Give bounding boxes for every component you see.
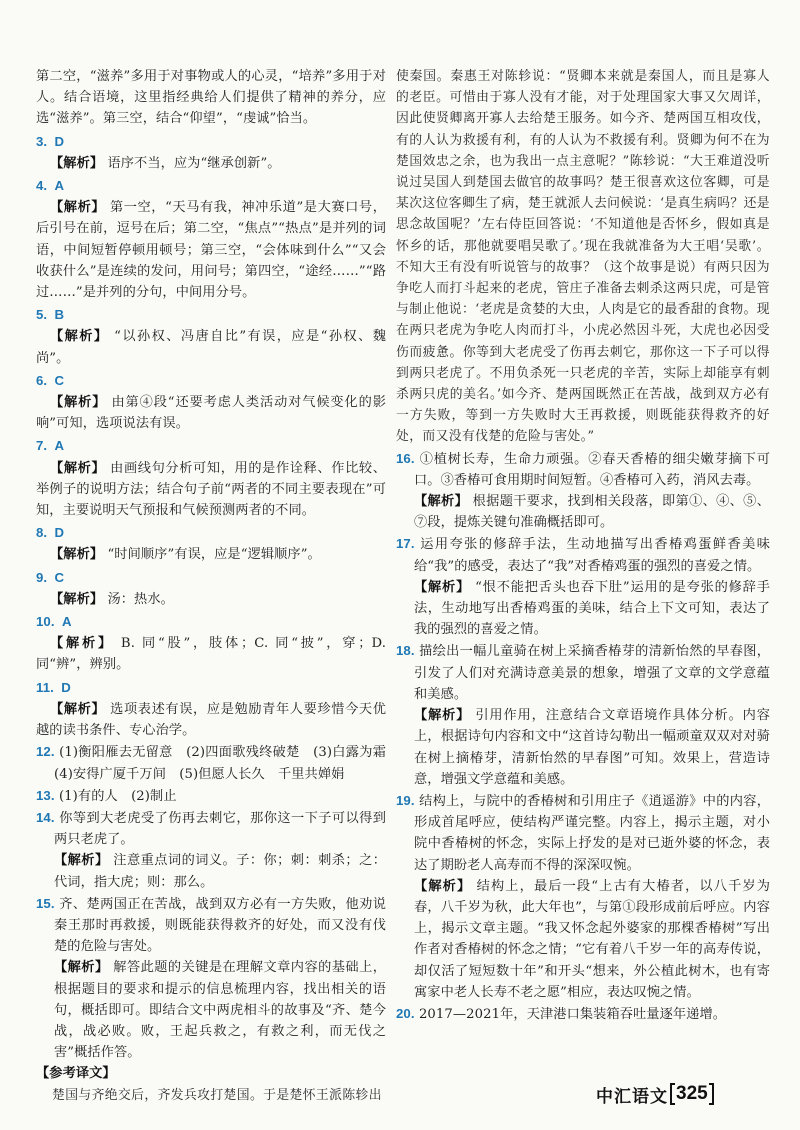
footer-brand: 中汇语文 — [596, 1086, 668, 1106]
question-number: 3. — [36, 133, 48, 149]
analysis-label: 【解析】 — [50, 701, 106, 717]
analysis-paragraph — [36, 544, 386, 565]
analysis-text: B. 同“股”，肢体；C. 同“披”，穿；D. 同“辨”，辨别。 — [36, 636, 386, 673]
answer-item — [36, 567, 386, 589]
answer-text: 运用夸张的修辞手法，生动地描写出香椿鸡蛋鲜香美味给“我”的感受，表达了“我”对香椿鸡蛋的强烈的喜爱之情。 — [414, 537, 770, 574]
analysis-label: 【解析】 — [50, 460, 106, 476]
question-number: 12. — [36, 744, 55, 760]
analysis-label: 【解析】 — [414, 579, 471, 595]
answer-item — [36, 807, 386, 850]
translation-continued: 使秦国。秦惠王对陈轸说：“贤卿本来就是秦国人，而且是寡人的老臣。可惜由于寡人没有才能，对于处理国家大事又欠周详，因此使贤卿离开寡人去给楚王服务。如今齐、楚两国互相攻伐，有的人认为救援有利，有的人认为不救援有利。贤卿为何不在为楚国效忠之余，也为我出一点主意呢？”陈轸说：“大王难道没听说过吴国人到楚国去做官的故事吗？楚王很喜欢这位客卿，可是某次这位客卿生了病，楚王就派人去问候说：‘是真生病吗？还是思念故国呢？’左右侍臣回答说：‘不知道他是否怀乡，假如真是怀乡的话，那他就要唱吴歌了。’现在我就准备为大王唱‘吴歌’。不知大王有没有听说管与的故事？（这个故事是说）有两只因为争吃人而打斗起来的老虎，管庄子准备去刺杀这两只虎，可是管与制止他说：‘老虎是贪婪的大虫，人肉是它的最香甜的食物。现在两只老虎为争吃人肉而打斗，小虎必然因斗死，大虎也必因受伤而疲惫。你等到大老虎受了伤再去刺它，那你这一下子可以得到两只老虎了。不用负杀死一只老虎的辛苦，实际上却能享有刺杀两只虎的美名。’如今齐、楚两国既然正在苦战，战到双方必有一方失败，等到一方失败时大王再救援，则既能获得救齐的好处，而又没有伐楚的危险与害处。” — [396, 69, 770, 445]
analysis-paragraph — [36, 957, 386, 1063]
question-number: 5. — [36, 307, 48, 323]
question-number: 14. — [36, 809, 55, 825]
answer-text: A — [54, 178, 65, 194]
answer-text: 描绘出一幅儿童骑在树上采摘香椿芽的清新怡然的早春图，引发了人们对充满诗意美景的想象，增强了文章的文学意蕴和美感。 — [414, 644, 770, 702]
question-number: 7. — [36, 438, 48, 454]
answer-text: 齐、楚两国正在苦战，战到双方必有一方失败，他劝说秦王那时再救援，则既能获得救齐的好处，而又没有伐楚的危险与害处。 — [54, 896, 386, 955]
answer-item — [36, 304, 386, 326]
right-column — [396, 66, 770, 1025]
answer-item — [36, 131, 386, 153]
answer-text: 2017—2021年，天津港口集装箱吞吐量逐年递增。 — [418, 1006, 727, 1022]
answer-item — [36, 677, 386, 699]
answer-item — [36, 175, 386, 197]
answer-item — [36, 893, 386, 958]
analysis-paragraph — [396, 876, 770, 1003]
analysis-paragraph — [396, 491, 770, 533]
analysis-text: 注意重点词的词义。子：你；刺：刺杀；之：代词，指大虎；则：那么。 — [54, 853, 387, 890]
analysis-text: “以孙权、冯唐自比”有误，应是“孙权、魏尚”。 — [36, 329, 386, 366]
question-number: 17. — [396, 536, 415, 552]
question-number: 16. — [396, 450, 415, 466]
analysis-label: 【解析】 — [414, 494, 469, 510]
analysis-text: 语序不当，应为“继承创新”。 — [107, 155, 281, 171]
answer-text: (1)有的人 (2)制止 — [58, 788, 177, 804]
analysis-label: 【解析】 — [414, 878, 472, 894]
answer-item — [396, 1003, 770, 1025]
analysis-text: 选项表述有误，应是勉励青年人要珍惜今天优越的读书条件、专心治学。 — [36, 701, 387, 739]
answer-item — [36, 435, 386, 457]
answer-item — [36, 785, 386, 807]
analysis-paragraph — [36, 850, 386, 892]
analysis-text: 由第④段“还要考虑人类活动对气候变化的影响”可知，选项说法有误。 — [36, 395, 386, 432]
answer-text: B — [54, 307, 65, 323]
question-number: 9. — [36, 569, 48, 585]
left-column — [36, 66, 400, 1106]
analysis-paragraph — [36, 197, 386, 303]
analysis-text: 汤：热水。 — [107, 591, 174, 607]
question-number: 4. — [36, 178, 48, 194]
analysis-label: 【解析】 — [414, 708, 471, 724]
analysis-label: 【解析】 — [50, 395, 107, 411]
answer-item — [36, 611, 386, 633]
analysis-text: 由画线句分析可知，用的是作诠释、作比较、举例子的说明方法；结合句子前“两者的不同主要表现在”可知，主要说明天气预报和气候预测两者的不同。 — [36, 460, 387, 519]
analysis-paragraph — [36, 458, 386, 522]
question-number: 13. — [36, 787, 55, 803]
analysis-paragraph — [36, 392, 386, 434]
answer-text: D — [61, 679, 71, 695]
answer-text: A — [54, 438, 65, 454]
analysis-label: 【解析】 — [50, 547, 104, 563]
page-footer — [596, 1080, 714, 1108]
analysis-text: 结构上，最后一段“上古有大椿者，以八千岁为春，八千岁为秋，此大年也”，与第①段形成前后呼应。内容上，揭示文章主题。“我又怀念起外婆家的那棵香椿树”写出作者对香椿树的怀念之情；“它有着八千岁一年的高寿传说，却仅活了短短数十年”和开头“想来，外公植此树木，也有寄寓家中老人长寿不老之愿”相应，表达叹惋之情。 — [414, 878, 771, 1000]
question-number: 6. — [36, 372, 48, 388]
page-number: 325 — [670, 1083, 714, 1105]
answer-text: ①植树长寿，生命力顽强。②春天香椿的细尖嫩芽摘下可口。③香椿可食用期时间短暂。④香椿可入药，消风去毒。 — [414, 451, 771, 488]
answer-text: 你等到大老虎受了伤再去刺它，那你这一下子可以得到两只老虎了。 — [54, 810, 386, 848]
answer-text: C — [54, 569, 65, 585]
lead-paragraph: 第二空，“滋养”多用于对事物或人的心灵，“培养”多用于对人。结合语境，这里指经典给人们提供了精神的养分，应选“滋养”。第三空，结合“仰望”，“虔诚”恰当。 — [36, 69, 386, 127]
answer-item — [396, 448, 770, 491]
answer-text: C — [54, 372, 65, 388]
question-number: 15. — [36, 895, 55, 911]
analysis-text: 第一空，“天马有我，神冲乐道”是大赛口号，后引号在前，逗号在后；第二空，“焦点”“热点”是并列的词语，中间短暂停顿用顿号；第三空，“会体味到什么”“又会收获什么”是连续的发问，用问号；第四空，“途经……”“路过……”是并列的分句，中间用分号。 — [36, 200, 386, 301]
answer-text: (1)衡阳雁去无留意 (2)四面歌残终破楚 (3)白露为霜 (4)安得广厦千万间 (5)但愿人长久 千里共婵娟 — [54, 745, 400, 782]
analysis-paragraph — [36, 589, 386, 610]
analysis-text: “恨不能把舌头也吞下肚”运用的是夸张的修辞手法，生动地写出香椿鸡蛋的美味，结合上下文可知，表达了我的强烈的喜爱之情。 — [414, 579, 770, 638]
analysis-text: 根据题干要求，找到相关段落，即第①、④、⑤、⑦段，提炼关键句准确概括即可。 — [414, 494, 770, 531]
analysis-label: 【解析】 — [54, 960, 109, 976]
analysis-label: 【解析】 — [50, 200, 106, 216]
analysis-label: 【解析】 — [54, 853, 109, 869]
analysis-paragraph — [396, 577, 770, 641]
answer-item — [396, 533, 770, 576]
answer-item — [36, 522, 386, 544]
answer-text: 结构上，与院中的香椿树和引用庄子《逍遥游》中的内容，形成首尾呼应，使结构严谨完整。内容上，揭示主题，对小院中香椿树的怀念，实际上抒发的是对已逝外婆的怀念，表达了期盼老人高寿而不得的深深叹惋。 — [414, 793, 770, 873]
question-number: 11. — [36, 679, 54, 695]
analysis-paragraph — [36, 633, 386, 675]
question-number: 8. — [36, 525, 48, 541]
analysis-label: 【解析】 — [50, 155, 104, 171]
answer-text: A — [61, 614, 72, 630]
question-number: 18. — [396, 643, 415, 659]
analysis-label: 【解析】 — [50, 636, 114, 652]
answer-item — [396, 790, 770, 876]
question-number: 10. — [36, 614, 55, 630]
analysis-paragraph — [36, 699, 386, 741]
reference-translation-heading: 【参考译文】 — [36, 1066, 116, 1082]
analysis-paragraph — [396, 705, 770, 790]
answer-item — [36, 741, 400, 784]
question-number: 19. — [396, 792, 415, 808]
analysis-paragraph — [36, 326, 386, 368]
analysis-text: “时间顺序”有误，应是“逻辑顺序”。 — [107, 547, 321, 563]
analysis-label: 【解析】 — [50, 329, 109, 345]
answer-text: D — [54, 525, 65, 541]
analysis-text: 引用作用，注意结合文章语境作具体分析。内容上，根据诗句内容和文中“这首诗勾勒出一幅顽童双双对对骑在树上摘椿芽，清新怡然的早春图”可知。效果上，营造诗意，增强文学意蕴和美感。 — [414, 708, 770, 787]
answer-text: D — [54, 133, 65, 149]
analysis-label: 【解析】 — [50, 591, 104, 607]
analysis-text: 解答此题的关键是在理解文章内容的基础上，根据题目的要求和提示的信息梳理内容，找出相关的语句，概括即可。即结合文中两虎相斗的故事及“齐、楚今战，战必败。败，王起兵救之，有救之利，而无伐之害”概括作答。 — [54, 960, 387, 1061]
answer-item — [396, 640, 770, 705]
analysis-paragraph — [36, 153, 386, 174]
translation-start: 楚国与齐绝交后，齐发兵攻打楚国。于是楚怀王派陈轸出 — [52, 1087, 382, 1103]
question-number: 20. — [396, 1005, 415, 1021]
answer-item — [36, 370, 386, 392]
